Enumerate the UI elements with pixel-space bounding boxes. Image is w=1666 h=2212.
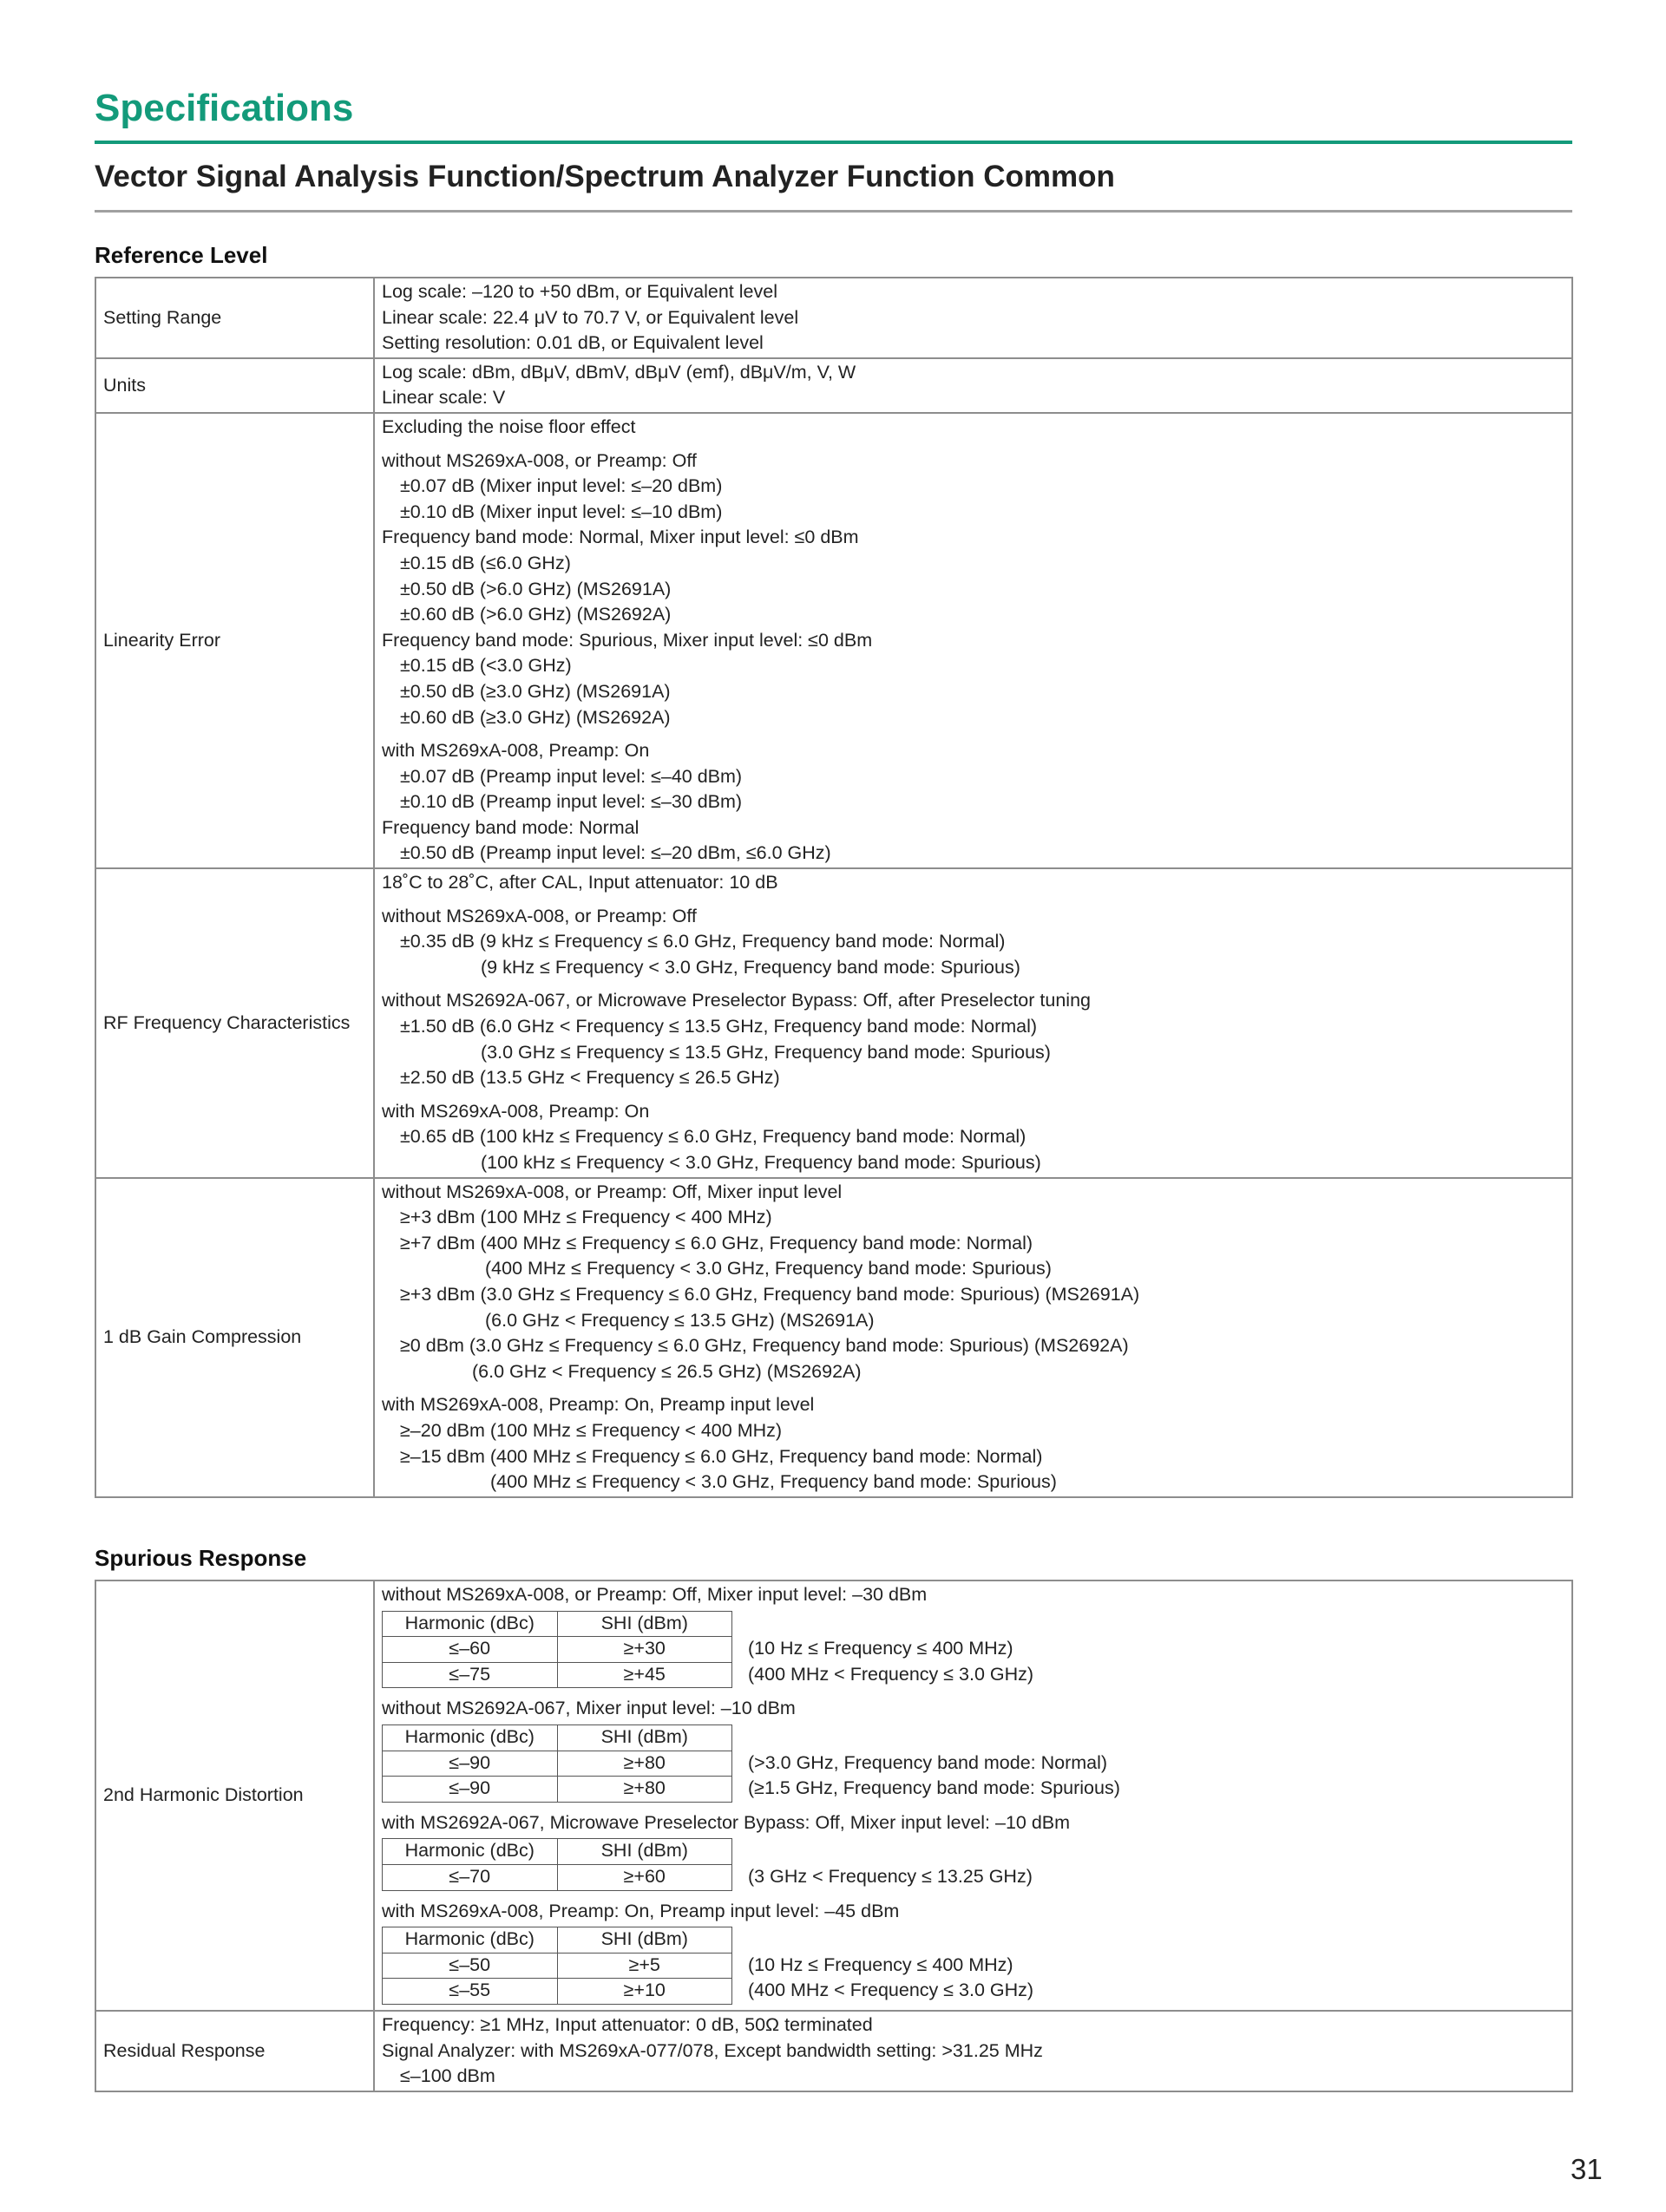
shi-cell: ≥+10	[557, 1979, 732, 2005]
spurious-response-heading: Spurious Response	[95, 1545, 307, 1571]
spec-line: Signal Analyzer: with MS269xA-077/078, Except bandwidth setting: >31.25 MHz	[382, 2039, 1043, 2061]
frequency-note: (10 Hz ≤ Frequency ≤ 400 MHz)	[748, 1953, 1013, 1975]
frequency-note: (3 GHz < Frequency ≤ 13.25 GHz)	[748, 1865, 1033, 1887]
spec-line: ≤–100 dBm	[400, 2065, 495, 2087]
row-label-linearity-error: Linearity Error	[95, 413, 374, 868]
page-title: Specifications	[95, 87, 354, 129]
spec-line: (400 MHz ≤ Frequency < 3.0 GHz, Frequency band mode: Spurious)	[490, 1471, 1057, 1493]
subtable-row	[383, 1751, 732, 1777]
harmonic-subtable-group	[382, 1838, 1564, 1890]
shi-cell: ≥+45	[557, 1662, 732, 1688]
condition-line: without MS269xA-008, or Preamp: Off, Mixer input level: –30 dBm	[382, 1584, 928, 1605]
reference-level-table	[95, 277, 1573, 1498]
row-value-gain-compression	[374, 1178, 1572, 1497]
condition-line: without MS2692A-067, Mixer input level: –10 dBm	[382, 1698, 796, 1719]
harmonic-subtable-group	[382, 1611, 1564, 1689]
section-title: Vector Signal Analysis Function/Spectrum Analyzer Function Common	[95, 160, 1115, 193]
shi-cell: ≥+80	[557, 1777, 732, 1803]
shi-column-header: SHI (dBm)	[557, 1611, 732, 1637]
row-label-gain-compression: 1 dB Gain Compression	[95, 1178, 374, 1497]
spurious-response-table	[95, 1580, 1573, 2092]
spec-line: without MS269xA-008, or Preamp: Off	[382, 905, 697, 926]
row-label-setting-range: Setting Range	[95, 278, 374, 358]
frequency-note: (400 MHz < Frequency ≤ 3.0 GHz)	[748, 1980, 1034, 2001]
harmonic-cell: ≤–55	[383, 1979, 558, 2005]
row-value-setting-range	[374, 278, 1572, 358]
table-row	[95, 413, 1572, 868]
subtable-row	[383, 1864, 732, 1890]
spec-line: Frequency band mode: Spurious, Mixer input level: ≤0 dBm	[382, 629, 873, 651]
frequency-note: (≥1.5 GHz, Frequency band mode: Spurious)	[748, 1777, 1120, 1799]
spec-line: Setting resolution: 0.01 dB, or Equivalent level	[382, 332, 764, 354]
spec-line: ±2.50 dB (13.5 GHz < Frequency ≤ 26.5 GHz)	[400, 1067, 780, 1089]
subtable-row	[383, 1662, 732, 1688]
spec-line: ≥+3 dBm (3.0 GHz ≤ Frequency ≤ 6.0 GHz, Frequency band mode: Spurious) (MS2691A)	[400, 1283, 1140, 1305]
table-row	[95, 1580, 1572, 2011]
spec-line: ±0.35 dB (9 kHz ≤ Frequency ≤ 6.0 GHz, Frequency band mode: Normal)	[400, 931, 1006, 952]
spec-line: Linear scale: V	[382, 387, 506, 409]
harmonic-cell: ≤–50	[383, 1953, 558, 1979]
spec-line: ±0.07 dB (Preamp input level: ≤–40 dBm)	[400, 765, 743, 787]
shi-column-header: SHI (dBm)	[557, 1927, 732, 1953]
spec-line: ±0.60 dB (>6.0 GHz) (MS2692A)	[400, 604, 672, 625]
spec-line: ≥+7 dBm (400 MHz ≤ Frequency ≤ 6.0 GHz, Frequency band mode: Normal)	[400, 1232, 1033, 1253]
spec-line: ≥0 dBm (3.0 GHz ≤ Frequency ≤ 6.0 GHz, Frequency band mode: Spurious) (MS2692A)	[400, 1335, 1129, 1357]
spec-line: (6.0 GHz < Frequency ≤ 13.5 GHz) (MS2691A)	[485, 1309, 875, 1331]
row-label-rf-frequency-characteristics: RF Frequency Characteristics	[95, 868, 374, 1178]
harmonic-subtable-group	[382, 1927, 1564, 2005]
spec-line: ≥–20 dBm (100 MHz ≤ Frequency < 400 MHz)	[400, 1419, 783, 1441]
harmonic-cell: ≤–60	[383, 1637, 558, 1663]
table-row	[95, 868, 1572, 1178]
shi-cell: ≥+30	[557, 1637, 732, 1663]
table-row	[95, 2011, 1572, 2091]
spec-line: Frequency: ≥1 MHz, Input attenuator: 0 dB, 50Ω terminated	[382, 2013, 873, 2035]
frequency-notes	[732, 1724, 1120, 1802]
subtable-row	[383, 1777, 732, 1803]
row-label-2nd-harmonic-distortion: 2nd Harmonic Distortion	[95, 1580, 374, 2011]
spec-line: Log scale: –120 to +50 dBm, or Equivalent level	[382, 281, 777, 302]
spec-line: ±0.15 dB (≤6.0 GHz)	[400, 552, 571, 573]
subtable-header-row	[383, 1927, 732, 1953]
spec-line: (9 kHz ≤ Frequency < 3.0 GHz, Frequency band mode: Spurious)	[481, 956, 1020, 978]
reference-level-heading: Reference Level	[95, 242, 268, 268]
spec-line: without MS269xA-008, or Preamp: Off	[382, 449, 697, 471]
spec-line: Frequency band mode: Normal, Mixer input level: ≤0 dBm	[382, 527, 859, 548]
shi-cell: ≥+80	[557, 1751, 732, 1777]
subtable-header-row	[383, 1839, 732, 1865]
subtable-header-row	[383, 1724, 732, 1751]
subtable-row	[383, 1637, 732, 1663]
subtable-header-row	[383, 1611, 732, 1637]
subtable-row	[383, 1953, 732, 1979]
shi-column-header: SHI (dBm)	[557, 1724, 732, 1751]
frequency-note: (10 Hz ≤ Frequency ≤ 400 MHz)	[748, 1638, 1013, 1659]
row-label-residual-response: Residual Response	[95, 2011, 374, 2091]
title-rule	[95, 141, 1572, 144]
harmonic-subtable	[382, 1927, 732, 2005]
spec-line: without MS269xA-008, or Preamp: Off, Mixer input level	[382, 1181, 843, 1202]
section-rule	[95, 210, 1572, 213]
shi-cell: ≥+60	[557, 1864, 732, 1890]
row-value-units	[374, 358, 1572, 413]
row-label-units: Units	[95, 358, 374, 413]
spec-line: ±0.60 dB (≥3.0 GHz) (MS2692A)	[400, 706, 671, 728]
spec-line: Log scale: dBm, dBμV, dBmV, dBμV (emf), dBμV/m, V, W	[382, 361, 856, 383]
spec-line: Excluding the noise floor effect	[382, 416, 636, 437]
spec-line: Frequency band mode: Normal	[382, 816, 640, 838]
spec-line: ±0.07 dB (Mixer input level: ≤–20 dBm)	[400, 475, 723, 497]
spec-line: with MS269xA-008, Preamp: On	[382, 740, 650, 762]
frequency-note: (>3.0 GHz, Frequency band mode: Normal)	[748, 1751, 1108, 1773]
frequency-notes	[732, 1838, 1033, 1889]
spec-line: Linear scale: 22.4 μV to 70.7 V, or Equivalent level	[382, 306, 799, 328]
spec-line: with MS269xA-008, Preamp: On, Preamp input level	[382, 1394, 815, 1416]
harmonic-cell: ≤–75	[383, 1662, 558, 1688]
harmonic-cell: ≤–70	[383, 1864, 558, 1890]
spec-line: ≥+3 dBm (100 MHz ≤ Frequency < 400 MHz)	[400, 1207, 772, 1228]
frequency-notes	[732, 1927, 1033, 2004]
harmonic-column-header: Harmonic (dBc)	[383, 1927, 558, 1953]
condition-line: with MS269xA-008, Preamp: On, Preamp input level: –45 dBm	[382, 1900, 900, 1921]
row-value-linearity-error	[374, 413, 1572, 868]
spec-line: ±1.50 dB (6.0 GHz < Frequency ≤ 13.5 GHz, Frequency band mode: Normal)	[400, 1016, 1038, 1037]
frequency-notes	[732, 1611, 1033, 1688]
row-value-2nd-harmonic-distortion	[374, 1580, 1572, 2011]
spec-line: without MS2692A-067, or Microwave Preselector Bypass: Off, after Preselector tuning	[382, 990, 1091, 1011]
condition-line: with MS2692A-067, Microwave Preselector Bypass: Off, Mixer input level: –10 dBm	[382, 1811, 1071, 1833]
spec-line: (3.0 GHz ≤ Frequency ≤ 13.5 GHz, Frequency band mode: Spurious)	[481, 1041, 1051, 1063]
spec-line: with MS269xA-008, Preamp: On	[382, 1100, 650, 1122]
shi-cell: ≥+5	[557, 1953, 732, 1979]
spec-line: ±0.50 dB (>6.0 GHz) (MS2691A)	[400, 578, 672, 599]
frequency-note: (400 MHz < Frequency ≤ 3.0 GHz)	[748, 1663, 1034, 1685]
spec-line: ±0.10 dB (Preamp input level: ≤–30 dBm)	[400, 791, 743, 813]
spec-line: ±0.10 dB (Mixer input level: ≤–10 dBm)	[400, 501, 723, 522]
table-row	[95, 278, 1572, 358]
spec-line: ±0.50 dB (Preamp input level: ≤–20 dBm, ≤6.0 GHz)	[400, 842, 831, 864]
spec-line: (100 kHz ≤ Frequency < 3.0 GHz, Frequency band mode: Spurious)	[481, 1152, 1041, 1173]
harmonic-cell: ≤–90	[383, 1777, 558, 1803]
page-number: 31	[1571, 2153, 1603, 2185]
harmonic-subtable-group	[382, 1724, 1564, 1803]
harmonic-subtable	[382, 1838, 732, 1890]
spec-line: 18˚C to 28˚C, after CAL, Input attenuator: 10 dB	[382, 872, 778, 893]
spec-line: ±0.15 dB (<3.0 GHz)	[400, 655, 572, 677]
subtable-row	[383, 1979, 732, 2005]
table-row	[95, 358, 1572, 413]
spec-line: ±0.50 dB (≥3.0 GHz) (MS2691A)	[400, 680, 671, 702]
harmonic-subtable	[382, 1611, 732, 1689]
row-value-rf-frequency-characteristics	[374, 868, 1572, 1178]
harmonic-cell: ≤–90	[383, 1751, 558, 1777]
spec-line: (400 MHz ≤ Frequency < 3.0 GHz, Frequency band mode: Spurious)	[485, 1258, 1052, 1279]
row-value-residual-response	[374, 2011, 1572, 2091]
table-row	[95, 1178, 1572, 1497]
harmonic-column-header: Harmonic (dBc)	[383, 1839, 558, 1865]
spec-line: (6.0 GHz < Frequency ≤ 26.5 GHz) (MS2692A)	[472, 1360, 862, 1382]
harmonic-subtable	[382, 1724, 732, 1803]
spec-line: ±0.65 dB (100 kHz ≤ Frequency ≤ 6.0 GHz, Frequency band mode: Normal)	[400, 1126, 1026, 1148]
harmonic-column-header: Harmonic (dBc)	[383, 1724, 558, 1751]
shi-column-header: SHI (dBm)	[557, 1839, 732, 1865]
spec-line: ≥–15 dBm (400 MHz ≤ Frequency ≤ 6.0 GHz, Frequency band mode: Normal)	[400, 1445, 1043, 1467]
harmonic-column-header: Harmonic (dBc)	[383, 1611, 558, 1637]
